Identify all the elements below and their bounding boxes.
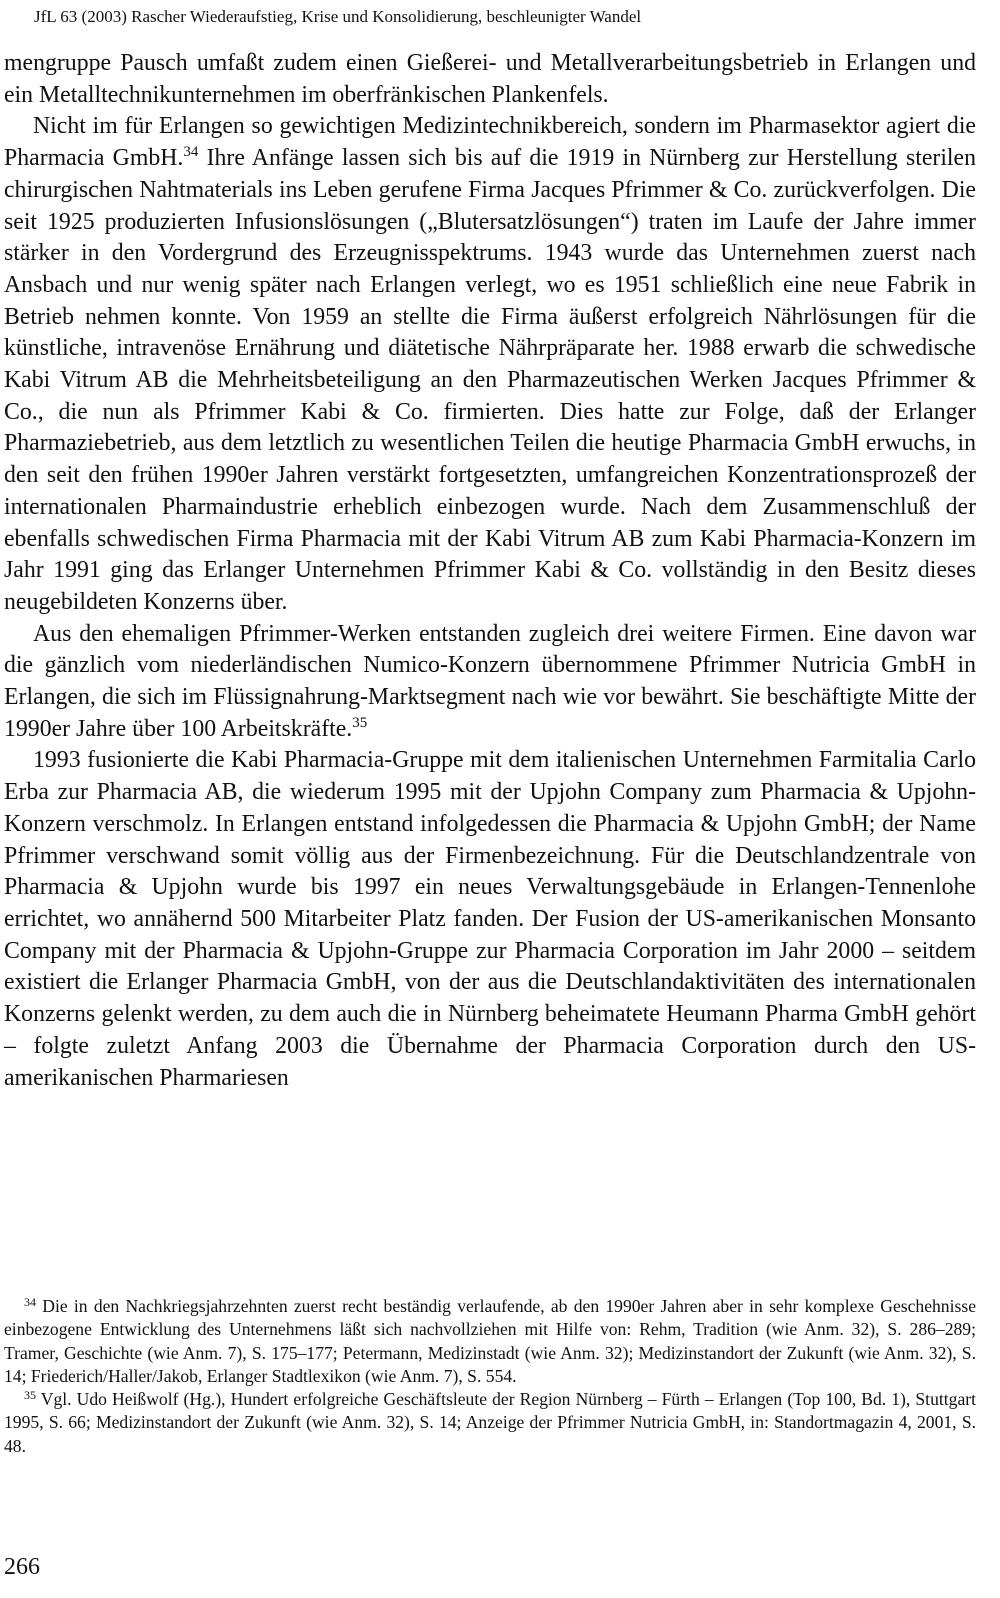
running-header: JfL 63 (2003) Rascher Wiederaufstieg, Krise und Konsolidierung, beschleunigter Wandel [34,7,642,26]
footnote-35-number: 35 [24,1388,36,1403]
paragraph-4-text: 1993 fusionierte die Kabi Pharmacia-Gruppe mit dem italienischen Unternehmen Farmitalia Carlo Erba zur Pharmacia AB, die wiederum 1995 mit der Upjohn Company zum Pharmacia & Upjohn-Konzern verschmolz. In Erlangen entstand infolgedessen die Pharmacia & Upjohn GmbH; der Name Pfrimmer verschwand somit völlig aus der Firmenbezeichnung. Für die Deutschlandzentrale von Pharmacia & Upjohn wurde bis 1997 ein neues Verwaltungsgebäude in Erlangen-Tennenlohe errichtet, wo annähernd 500 Mitarbeiter Platz fanden. Der Fusion der US-amerikanischen Monsanto Company mit der Pharmacia & Upjohn-Gruppe zur Pharmacia Corporation im Jahr 2000 – seitdem existiert die Erlanger Pharmacia GmbH, von der aus die Deutschlandaktivitäten des internationalen Konzerns gelenkt werden, zu dem auch die in Nürnberg beheimatete Heumann Pharma GmbH gehört – folgte zuletzt Anfang 2003 die Übernahme der Pharmacia Corporation durch den US-amerikanischen Pharmariesen [4,747,976,1091]
footnote-35 [4,1388,976,1458]
footnote-34-number: 34 [24,1295,36,1309]
paragraph-1-text: mengruppe Pausch umfaßt zudem einen Gießerei- und Metallverarbeitungsbetrieb in Erlangen und ein Metalltechnikunternehmen im oberfränkischen Plankenfels. [4,50,976,108]
paragraph-1 [4,48,976,111]
paragraph-4 [4,745,976,1094]
paragraph-3-text: Aus den ehemaligen Pfrimmer-Werken entstanden zugleich drei weitere Firmen. Eine davon war die gänzlich vom niederländischen Numico-Konzern übernommene Pfrimmer Nutricia GmbH in Erlangen, die sich im Flüssignahrung-Marktsegment nach wie vor bewährt. Sie beschäftigte Mitte der 1990er Jahre über 100 Arbeitskräfte. [4,620,976,742]
footnote-ref-35[interactable]: 35 [352,714,368,731]
footnote-35-text: Vgl. Udo Heißwolf (Hg.), Hundert erfolgreiche Geschäftsleute der Region Nürnberg – Fürth – Erlangen (Top 100, Bd. 1), Stuttgart 1995, S. 66; Medizinstandort der Zukunft (wie Anm. 32), S. 14; Anzeige der Pfrimmer Nutricia GmbH, in: Standortmagazin 4, 2001, S. 48. [4,1389,976,1456]
footnote-ref-34[interactable]: 34 [183,144,199,161]
paragraph-2-text-b: Ihre Anfänge lassen sich bis auf die 1919 in Nürnberg zur Herstellung sterilen chirurgischen Nahtmaterials ins Leben gerufene Firma Jacques Pfrimmer & Co. zurückverfolgen. Die seit 1925 produzierten Infusionslösungen („Blutersatzlösungen“) traten im Laufe der Jahre immer stärker in den Vordergrund des Erzeugnisspektrums. 1943 wurde das Unternehmen zuerst nach Ansbach und nur wenig später nach Erlangen verlegt, wo es 1951 schließlich eine neue Fabrik in Betrieb nehmen konnte. Von 1959 an stellte die Firma äußerst erfolgreich Nährlösungen für die künstliche, intravenöse Ernährung und diätetische Nährpräparate her. 1988 erwarb die schwedische Kabi Vitrum AB die Mehrheitsbeteiligung an den Pharmazeutischen Werken Jacques Pfrimmer & Co., die nun als Pfrimmer Kabi & Co. firmierten. Dies hatte zur Folge, daß der Erlanger Pharmaziebetrieb, aus dem letztlich zu wesentlichen Teilen die heutige Pharmacia GmbH erwuchs, in den seit den frühen 1990er Jahren verstärkt fortgesetzten, umfangreichen Konzentrationsprozeß der internationalen Pharmaindustrie erheblich einbezogen wurde. Nach dem Zusammenschluß der ebenfalls schwedischen Firma Pharmacia mit der Kabi Vitrum AB zum Kabi Pharmacia-Konzern im Jahr 1991 ging das Erlanger Unternehmen Pfrimmer Kabi & Co. vollständig in den Besitz dieses neugebildeten Konzerns über. [4,145,976,615]
footnote-34 [4,1295,976,1388]
paragraph-2-text-a: Nicht im für Erlangen so gewichtigen Medizintechnikbereich, sondern im Pharmasektor agiert die Pharmacia GmbH. [4,113,976,172]
footnote-34-text: Die in den Nachkriegsjahrzehnten zuerst recht beständig verlaufende, ab den 1990er Jahren aber in sehr komplexe Geschehnisse einbezogene Entwicklung des Unternehmens läßt sich nachvollziehen mit Hilfe von: Rehm, Tradition (wie Anm. 32), S. 286–289; Tramer, Geschichte (wie Anm. 7), S. 175–177; Petermann, Medizinstadt (wie Anm. 32); Medizinstandort der Zukunft (wie Anm. 32), S. 14; Friederich/Haller/Jakob, Erlanger Stadtlexikon (wie Anm. 7), S. 554. [4,1296,976,1386]
paragraph-3 [4,619,976,746]
page-number: 266 [4,1554,40,1580]
footnotes [4,1295,976,1458]
paragraph-2 [4,111,976,618]
main-text [4,48,976,1094]
